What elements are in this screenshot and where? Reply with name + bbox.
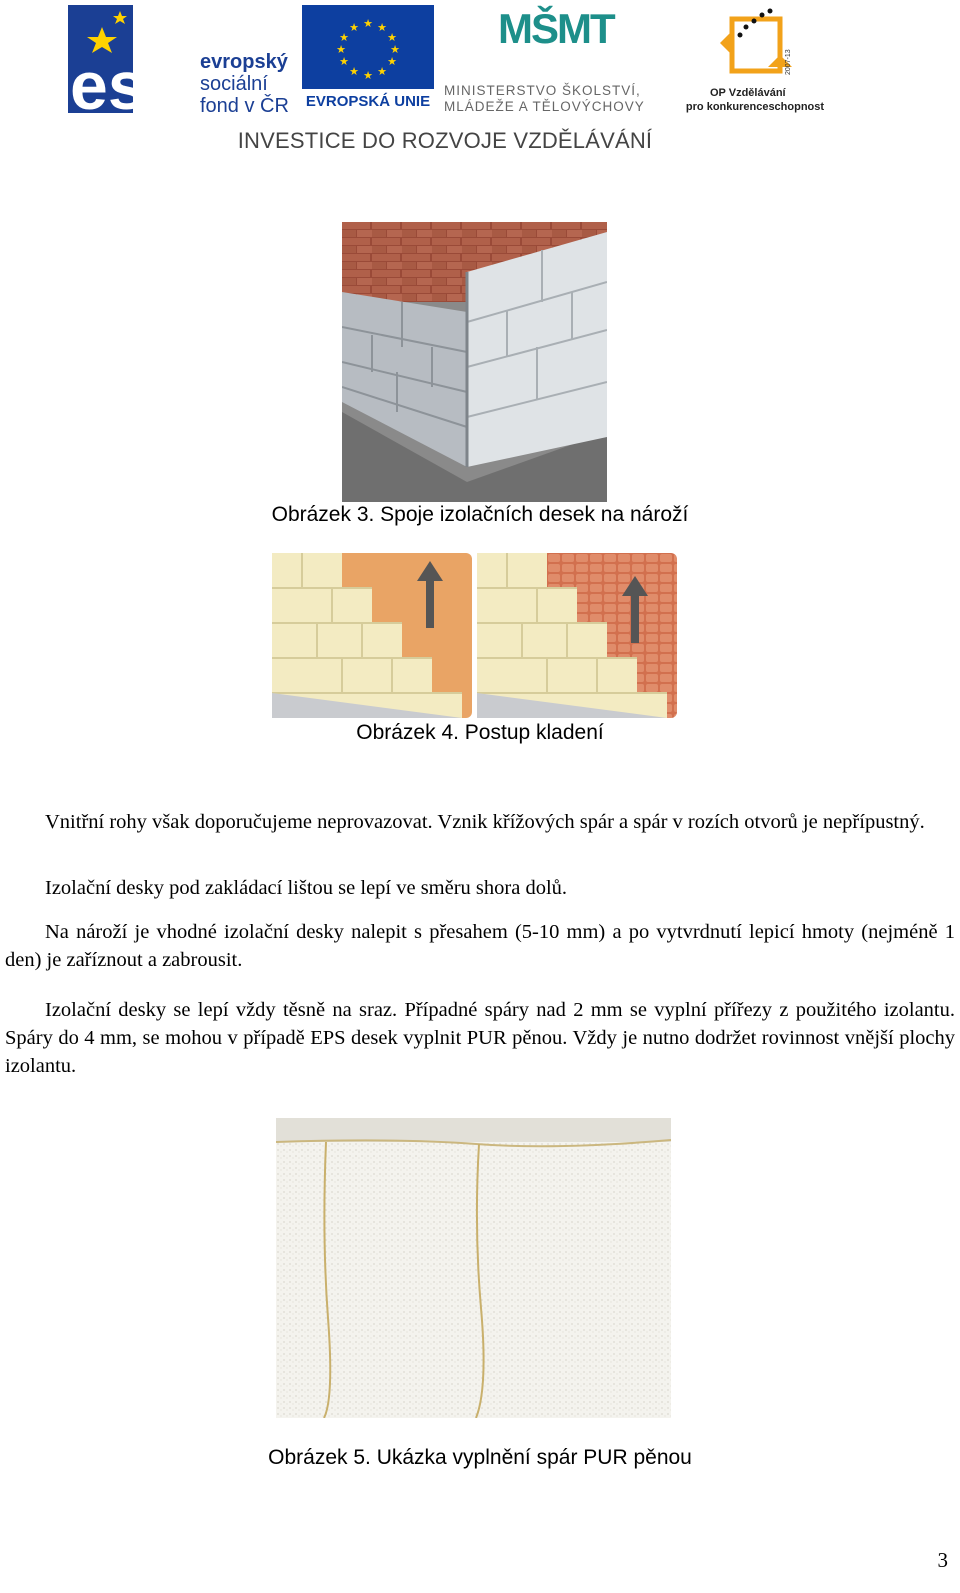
paragraph-4-text: Izolační desky se lepí vždy těsně na sraz. Případné spáry nad 2 mm se vyplní přířezy z použitého izolantu. Spáry do 4 mm, se mohou v případě EPS desek vyplnit PUR pěnou. Vždy je nutno dodržet rovinnost vnější plochy izolantu. [5,999,955,1077]
eu-label: EVROPSKÁ UNIE [305,93,431,110]
svg-text:★: ★ [377,21,387,34]
msmt-logo [440,5,670,113]
svg-text:★: ★ [390,43,400,56]
figure-4-image-right [477,553,677,718]
op-logo-mark [680,5,830,85]
op-logo [680,5,830,113]
figure-5-image [276,1118,671,1418]
svg-text:★: ★ [363,69,373,82]
figure-4-caption: Obrázek 4. Postup kladení [356,721,604,744]
msmt-line2: MLÁDEŽE A TĚLOVÝCHOVY [444,99,645,114]
op-line1: OP Vzdělávání [710,87,786,99]
paragraph-3 [5,918,955,974]
svg-text:★: ★ [349,65,359,78]
svg-text:★: ★ [387,31,397,44]
msmt-mark: MŠMT [498,5,614,52]
figure-4-image-left [272,553,472,718]
paragraph-3-text: Na nároží je vhodné izolační desky nalepit s přesahem (5-10 mm) a po vytvrdnutí lepicí hmoty (nejméně 1 den) je zaříznout a zabrousit. [5,921,955,971]
svg-text:2007-13: 2007-13 [785,49,792,75]
svg-text:★: ★ [387,55,397,68]
svg-text:★: ★ [363,17,373,30]
svg-text:★: ★ [339,31,349,44]
svg-text:★: ★ [336,43,346,56]
paragraph-1-text: Vnitřní rohy však doporučujeme neprovazovat. Vznik křížových spár a spár v rozích otvorů je nepřípustný. [45,811,925,833]
esf-line2: sociální [200,73,268,95]
svg-text:★: ★ [349,21,359,34]
figure-3-image [342,222,607,502]
esf-line1: evropský [200,51,288,73]
paragraph-2-text: Izolační desky pod zakládací lištou se lepí ve směru shora dolů. [45,877,568,899]
paragraph-1 [5,808,955,836]
figure-5-caption: Obrázek 5. Ukázka vyplnění spár PUR pěnou [268,1446,692,1469]
esf-line3: fond v ČR [200,95,289,117]
header-slogan: INVESTICE DO ROZVOJE VZDĚLÁVÁNÍ [237,128,653,153]
figure-3-caption: Obrázek 3. Spoje izolačních desek na nároží [271,503,689,526]
svg-text:esf: esf [70,48,169,113]
eu-logo [302,5,434,113]
eu-flag [302,5,434,89]
op-line2: pro konkurenceschopnost [685,101,825,113]
paragraph-2 [5,874,955,902]
paragraph-4 [5,996,955,1080]
svg-text:★: ★ [377,65,387,78]
page-number: 3 [937,1548,948,1572]
msmt-line1: MINISTERSTVO ŠKOLSTVÍ, [444,83,641,98]
esf-logo [68,5,293,117]
svg-text:★: ★ [339,55,349,68]
